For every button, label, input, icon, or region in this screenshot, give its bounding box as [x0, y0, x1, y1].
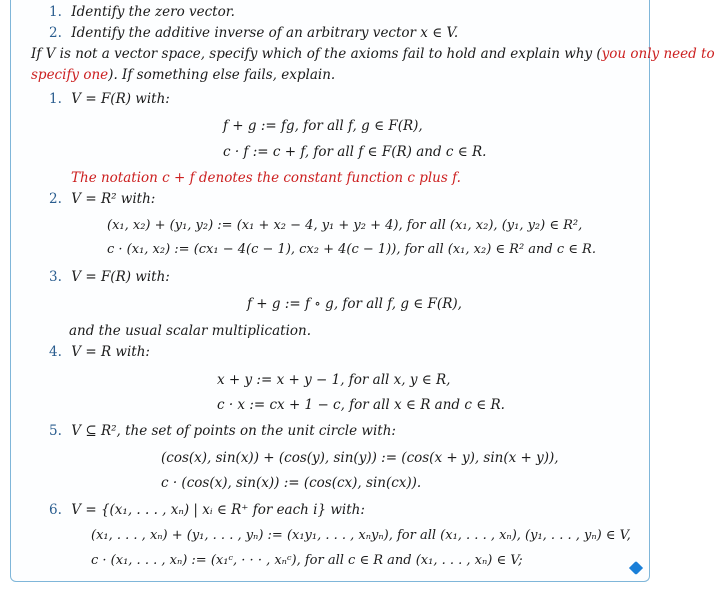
problem-5-eq-2: c · (cos(x), sin(x)) := (cos(cx), sin(cx)).	[161, 475, 422, 491]
problem-header-text: V = R² with:	[71, 191, 156, 207]
content-panel	[10, 0, 715, 582]
instruction-highlight: you only need to	[601, 46, 715, 62]
problem-3-tail: and the usual scalar multiplication.	[69, 323, 311, 339]
problem-number: 1.	[49, 91, 62, 107]
problem-number: 3.	[49, 269, 62, 285]
problem-1-note: The notation c + f denotes the constant function c plus f.	[71, 170, 461, 186]
problem-header-text: V = {(x₁, . . . , xₙ) | xᵢ ∈ R⁺ for each i} with:	[71, 502, 365, 518]
problem-4-eq-2: c · x := cx + 1 − c, for all x ∈ R and c ∈ R.	[217, 397, 505, 413]
intro-item-text: Identify the zero vector.	[71, 4, 235, 20]
problem-2-header	[49, 190, 155, 208]
intro-item-1	[49, 3, 235, 21]
list-number: 1.	[49, 4, 62, 20]
problem-number: 4.	[49, 344, 62, 360]
problem-header-text: V = F(R) with:	[71, 269, 170, 285]
instruction-line-2	[31, 66, 335, 84]
problem-header-text: V ⊆ R², the set of points on the unit circle with:	[71, 423, 396, 439]
problem-header-text: V = R with:	[71, 344, 150, 360]
problem-3-header	[49, 268, 170, 286]
problem-number: 2.	[49, 191, 62, 207]
instruction-highlight-2: specify one	[31, 67, 109, 83]
instruction-text-2: ). If something else fails, explain.	[108, 67, 336, 83]
problem-4-header	[49, 343, 150, 361]
problem-3-eq-1: f + g := f ∘ g, for all f, g ∈ F(R),	[247, 296, 462, 312]
diamond-icon[interactable]	[629, 561, 643, 575]
problem-5-header	[49, 422, 396, 440]
intro-item-2	[49, 24, 458, 42]
problem-number: 6.	[49, 502, 62, 518]
problem-1-eq-2: c · f := c + f, for all f ∈ F(R) and c ∈ R.	[223, 144, 487, 160]
problem-1-header	[49, 90, 170, 108]
instruction-text: If V is not a vector space, specify which of the axioms fail to hold and explain why (	[31, 46, 602, 62]
problem-6-header	[49, 501, 365, 519]
list-number: 2.	[49, 25, 62, 41]
problem-2-eq-2: c · (x₁, x₂) := (cx₁ − 4(c − 1), cx₂ + 4(c − 1)), for all (x₁, x₂) ∈ R² and c ∈ R.	[107, 242, 596, 257]
problem-2-eq-1: (x₁, x₂) + (y₁, y₂) := (x₁ + x₂ − 4, y₁ + y₂ + 4), for all (x₁, x₂), (y₁, y₂) ∈ R²,	[107, 218, 583, 233]
problem-6-eq-1: (x₁, . . . , xₙ) + (y₁, . . . , yₙ) := (x₁y₁, . . . , xₙyₙ), for all (x₁, . . . , xₙ), (y₁, . . . , yₙ) ∈ V,	[91, 528, 631, 543]
problem-5-eq-1: (cos(x), sin(x)) + (cos(y), sin(y)) := (cos(x + y), sin(x + y)),	[161, 450, 559, 466]
instruction-line-1	[31, 45, 715, 63]
problem-header-text: V = F(R) with:	[71, 91, 170, 107]
problem-4-eq-1: x + y := x + y − 1, for all x, y ∈ R,	[217, 372, 451, 388]
problem-number: 5.	[49, 423, 62, 439]
problem-6-eq-2: c · (x₁, . . . , xₙ) := (x₁ᶜ, · · · , xₙᶜ), for all c ∈ R and (x₁, . . . , xₙ) ∈ V;	[91, 553, 523, 568]
intro-item-text: Identify the additive inverse of an arbitrary vector x ∈ V.	[71, 25, 459, 41]
problem-1-eq-1: f + g := fg, for all f, g ∈ F(R),	[223, 118, 423, 134]
